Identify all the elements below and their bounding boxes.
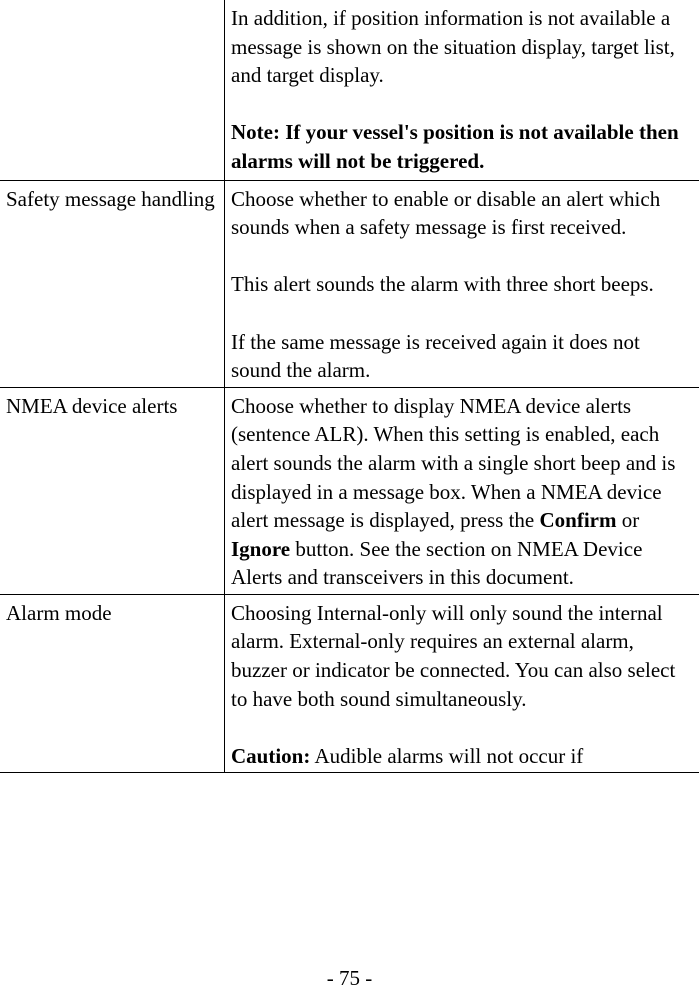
description-paragraph [231, 392, 693, 592]
description-text: or [616, 508, 640, 533]
caution-text: Audible alarms will not occur if [310, 743, 584, 768]
row-description [225, 594, 699, 773]
table-row [0, 594, 699, 773]
description-text: Choose whether to display NMEA device alerts (sentence ALR). When this setting is enabled, each alert sounds the alarm with a single short beep and is displayed in a message box. When a NMEA device alert message is displayed, press the [231, 393, 676, 533]
page-number: - 75 - [326, 966, 373, 990]
confirm-term: Confirm [539, 508, 617, 533]
table-row [0, 387, 699, 594]
table-row [0, 180, 699, 387]
row-label [0, 0, 225, 180]
row-label: Alarm mode [0, 594, 225, 773]
note-paragraph: Note: If your vessel's position is not available then alarms will not be triggered. [231, 120, 679, 173]
table-row [0, 0, 699, 180]
description-paragraph: Choose whether to enable or disable an alert which sounds when a safety message is first received. [231, 186, 661, 240]
row-label: Safety message handling [0, 180, 225, 387]
row-description [225, 0, 699, 180]
caution-label: Caution: [231, 743, 311, 768]
description-paragraph: Choosing Internal-only will only sound the internal alarm. External-only requires an external alarm, buzzer or indicator be connected. You can also select to have both sound simultaneously. [231, 600, 676, 711]
row-description [225, 180, 699, 387]
description-paragraph: If the same message is received again it does not sound the alarm. [231, 329, 640, 383]
caution-paragraph [231, 742, 693, 771]
row-description [225, 387, 699, 594]
description-paragraph: In addition, if position information is not available a message is shown on the situation display, target list, and target display. [231, 6, 675, 88]
description-text: button. See the section on NMEA Device Alerts and transceivers in this document. [231, 536, 643, 590]
description-paragraph: This alert sounds the alarm with three short beeps. [231, 272, 654, 297]
row-label: NMEA device alerts [0, 387, 225, 594]
ignore-term: Ignore [231, 536, 291, 561]
